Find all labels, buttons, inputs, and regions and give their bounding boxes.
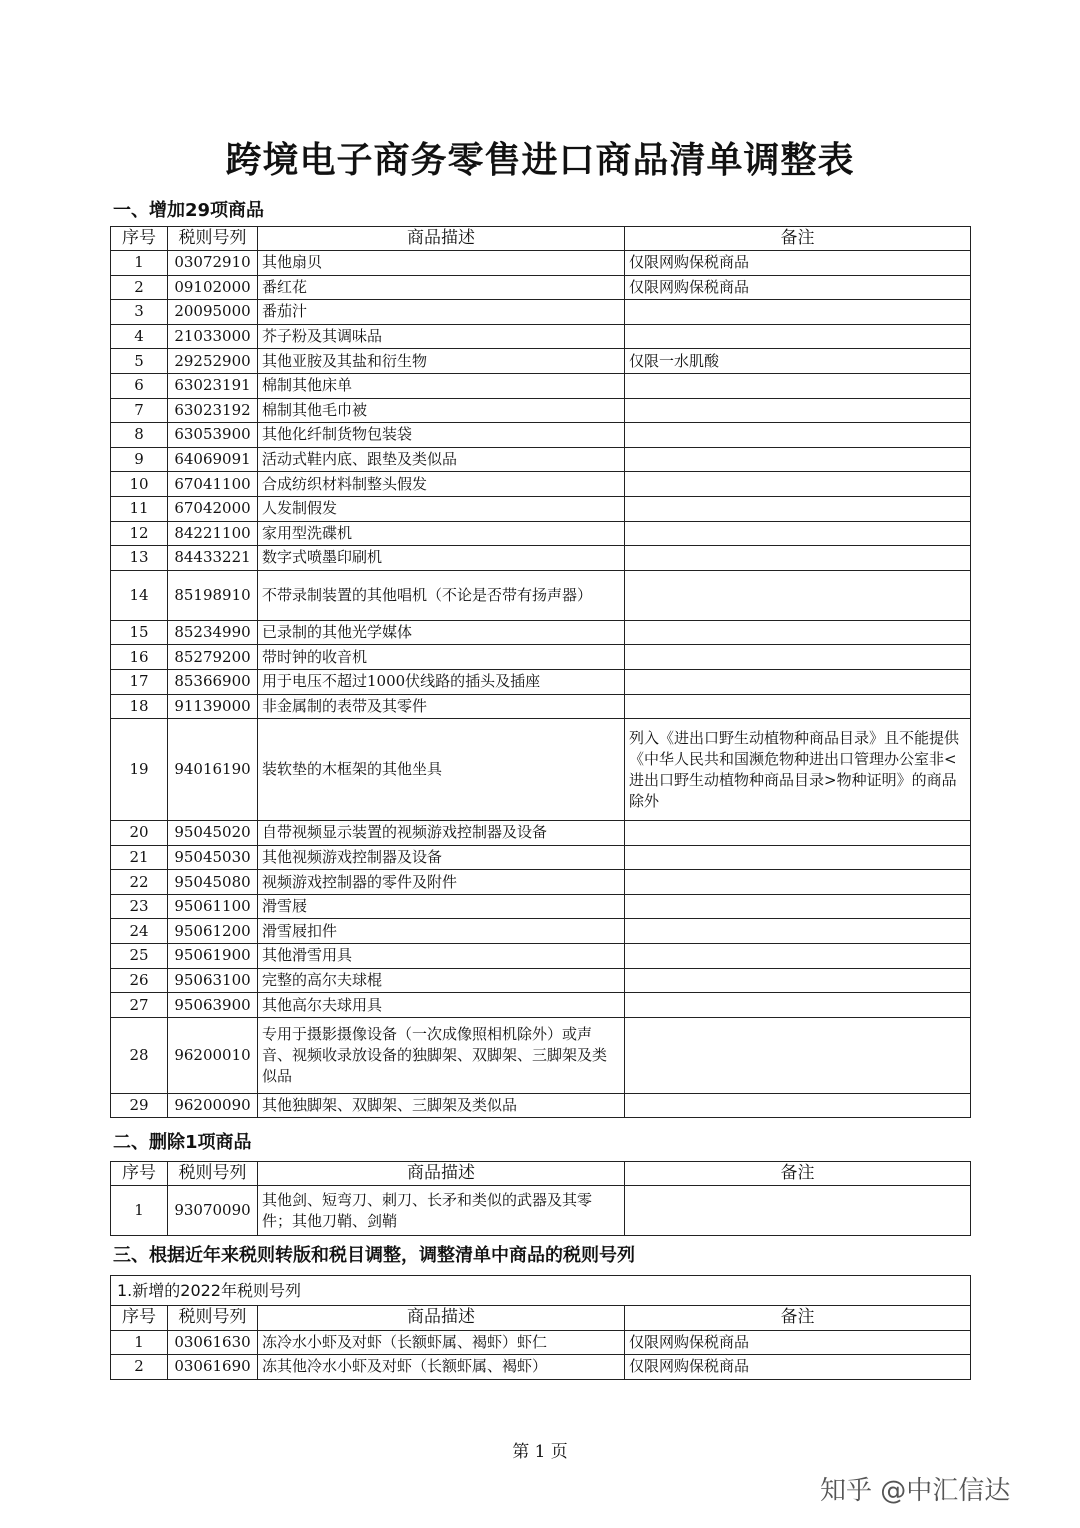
item-description: 已录制的其他光学媒体 (258, 620, 625, 645)
item-note (625, 821, 971, 846)
watermark: 知乎 @中汇信达 (820, 1476, 1011, 1506)
document-title: 跨境电子商务零售进口商品清单调整表 (225, 140, 855, 181)
added-items-table (110, 226, 971, 1118)
row-number: 25 (111, 944, 168, 969)
section2-heading: 二、删除1项商品 (113, 1132, 252, 1153)
row-number: 2 (111, 275, 168, 300)
section3-heading: 三、根据近年来税则转版和税目调整，调整清单中商品的税则号列 (113, 1245, 635, 1266)
tariff-code: 03061690 (168, 1355, 258, 1380)
item-note: 仅限网购保税商品 (625, 1330, 971, 1355)
tariff-code: 09102000 (168, 275, 258, 300)
item-description: 其他亚胺及其盐和衍生物 (258, 349, 625, 374)
item-note (625, 373, 971, 398)
item-note (625, 694, 971, 719)
item-note (625, 447, 971, 472)
item-note (625, 423, 971, 448)
tariff-code: 67041100 (168, 472, 258, 497)
header-desc: 商品描述 (258, 227, 625, 251)
item-note (625, 919, 971, 944)
item-description: 滑雪屐扣件 (258, 919, 625, 944)
item-note (625, 1093, 971, 1118)
tariff-code: 84221100 (168, 521, 258, 546)
table-row (111, 546, 971, 571)
item-description: 用于电压不超过1000伏线路的插头及插座 (258, 669, 625, 694)
item-note (625, 1017, 971, 1093)
tariff-code: 63053900 (168, 423, 258, 448)
tariff-code: 95063100 (168, 968, 258, 993)
tariff-code: 84433221 (168, 546, 258, 571)
item-note (625, 570, 971, 620)
table-row (111, 968, 971, 993)
tariff-code: 95061900 (168, 944, 258, 969)
item-note (625, 1186, 971, 1236)
table-row (111, 870, 971, 895)
item-note: 仅限网购保税商品 (625, 275, 971, 300)
item-description: 棉制其他毛巾被 (258, 398, 625, 423)
item-description: 冻冷水小虾及对虾（长额虾属、褐虾）虾仁 (258, 1330, 625, 1355)
table-row (111, 398, 971, 423)
row-number: 10 (111, 472, 168, 497)
tariff-code: 03061630 (168, 1330, 258, 1355)
header-note: 备注 (625, 1162, 971, 1186)
header-no: 序号 (111, 1306, 168, 1331)
page-number: 第 1 页 (512, 1442, 568, 1462)
row-number: 7 (111, 398, 168, 423)
table-row (111, 496, 971, 521)
item-note (625, 894, 971, 919)
row-number: 24 (111, 919, 168, 944)
item-description: 人发制假发 (258, 496, 625, 521)
header-note: 备注 (625, 1306, 971, 1331)
item-note (625, 993, 971, 1018)
table-row (111, 1093, 971, 1118)
header-no: 序号 (111, 227, 168, 251)
tariff-code: 95061200 (168, 919, 258, 944)
row-number: 28 (111, 1017, 168, 1093)
item-note: 仅限网购保税商品 (625, 251, 971, 276)
row-number: 9 (111, 447, 168, 472)
row-number: 20 (111, 821, 168, 846)
item-note (625, 398, 971, 423)
row-number: 19 (111, 719, 168, 821)
item-note (625, 521, 971, 546)
row-number: 4 (111, 324, 168, 349)
item-note (625, 300, 971, 325)
table-row (111, 845, 971, 870)
row-number: 3 (111, 300, 168, 325)
item-description: 其他滑雪用具 (258, 944, 625, 969)
item-description: 其他视频游戏控制器及设备 (258, 845, 625, 870)
table-row (111, 521, 971, 546)
table-row (111, 694, 971, 719)
item-note (625, 968, 971, 993)
table-row (111, 423, 971, 448)
header-code: 税则号列 (168, 1162, 258, 1186)
row-number: 18 (111, 694, 168, 719)
header-code: 税则号列 (168, 1306, 258, 1331)
item-description: 视频游戏控制器的零件及附件 (258, 870, 625, 895)
tariff-code: 85234990 (168, 620, 258, 645)
table-row (111, 300, 971, 325)
table-row (111, 1330, 971, 1355)
row-number: 26 (111, 968, 168, 993)
item-note (625, 546, 971, 571)
tariff-code: 29252900 (168, 349, 258, 374)
item-description: 其他化纤制货物包装袋 (258, 423, 625, 448)
tariff-code: 95045020 (168, 821, 258, 846)
header-desc: 商品描述 (258, 1162, 625, 1186)
item-description: 装软垫的木框架的其他坐具 (258, 719, 625, 821)
table-row (111, 1355, 971, 1380)
item-description: 番茄汁 (258, 300, 625, 325)
row-number: 1 (111, 1186, 168, 1236)
item-description: 带时钟的收音机 (258, 645, 625, 670)
tariff-code: 20095000 (168, 300, 258, 325)
table-row (111, 993, 971, 1018)
subsection-row (111, 1276, 971, 1306)
table-row (111, 1186, 971, 1236)
row-number: 2 (111, 1355, 168, 1380)
row-number: 21 (111, 845, 168, 870)
table-header-row (111, 1162, 971, 1186)
tariff-code: 85198910 (168, 570, 258, 620)
item-note (625, 669, 971, 694)
row-number: 1 (111, 251, 168, 276)
item-description: 冻其他冷水小虾及对虾（长额虾属、褐虾） (258, 1355, 625, 1380)
row-number: 17 (111, 669, 168, 694)
row-number: 13 (111, 546, 168, 571)
row-number: 12 (111, 521, 168, 546)
header-code: 税则号列 (168, 227, 258, 251)
row-number: 23 (111, 894, 168, 919)
section1-heading: 一、增加29项商品 (113, 200, 265, 221)
table-row (111, 472, 971, 497)
table-row (111, 620, 971, 645)
table-header-row (111, 1306, 971, 1331)
table-row (111, 719, 971, 821)
table-row (111, 894, 971, 919)
table-row (111, 275, 971, 300)
header-desc: 商品描述 (258, 1306, 625, 1331)
table-row (111, 324, 971, 349)
row-number: 11 (111, 496, 168, 521)
tariff-code: 93070090 (168, 1186, 258, 1236)
table-row (111, 349, 971, 374)
item-description: 棉制其他床单 (258, 373, 625, 398)
row-number: 8 (111, 423, 168, 448)
tariff-code: 64069091 (168, 447, 258, 472)
row-number: 6 (111, 373, 168, 398)
item-note: 仅限网购保税商品 (625, 1355, 971, 1380)
table-row (111, 919, 971, 944)
item-note (625, 496, 971, 521)
item-note (625, 324, 971, 349)
item-note (625, 620, 971, 645)
item-description: 其他扇贝 (258, 251, 625, 276)
row-number: 5 (111, 349, 168, 374)
item-note (625, 870, 971, 895)
table-row (111, 373, 971, 398)
header-note: 备注 (625, 227, 971, 251)
header-no: 序号 (111, 1162, 168, 1186)
item-description: 滑雪屐 (258, 894, 625, 919)
tariff-code: 21033000 (168, 324, 258, 349)
table-row (111, 944, 971, 969)
tariff-code: 91139000 (168, 694, 258, 719)
table-row (111, 669, 971, 694)
row-number: 15 (111, 620, 168, 645)
item-description: 完整的高尔夫球棍 (258, 968, 625, 993)
tariff-code: 85279200 (168, 645, 258, 670)
item-note (625, 845, 971, 870)
tariff-code: 67042000 (168, 496, 258, 521)
table-row (111, 251, 971, 276)
tariff-code: 95045080 (168, 870, 258, 895)
item-note (625, 944, 971, 969)
tariff-code: 95045030 (168, 845, 258, 870)
table-row (111, 447, 971, 472)
table-row (111, 821, 971, 846)
row-number: 16 (111, 645, 168, 670)
item-note (625, 472, 971, 497)
item-description: 合成纺织材料制整头假发 (258, 472, 625, 497)
item-description: 非金属制的表带及其零件 (258, 694, 625, 719)
item-description: 专用于摄影摄像设备（一次成像照相机除外）或声音、视频收录放设备的独脚架、双脚架、三脚架及类似品 (258, 1017, 625, 1093)
tariff-code: 85366900 (168, 669, 258, 694)
item-description: 家用型洗碟机 (258, 521, 625, 546)
tariff-code: 96200010 (168, 1017, 258, 1093)
item-description: 自带视频显示装置的视频游戏控制器及设备 (258, 821, 625, 846)
table-row (111, 645, 971, 670)
tariff-code: 96200090 (168, 1093, 258, 1118)
item-note: 仅限一水肌酸 (625, 349, 971, 374)
item-description: 数字式喷墨印刷机 (258, 546, 625, 571)
item-description: 其他独脚架、双脚架、三脚架及类似品 (258, 1093, 625, 1118)
subsection-heading: 1.新增的2022年税则号列 (111, 1276, 971, 1306)
table-row (111, 1017, 971, 1093)
row-number: 27 (111, 993, 168, 1018)
row-number: 22 (111, 870, 168, 895)
item-note (625, 645, 971, 670)
row-number: 14 (111, 570, 168, 620)
deleted-items-table (110, 1161, 971, 1236)
row-number: 29 (111, 1093, 168, 1118)
tariff-code: 95061100 (168, 894, 258, 919)
row-number: 1 (111, 1330, 168, 1355)
tariff-code: 63023191 (168, 373, 258, 398)
table-row (111, 570, 971, 620)
tariff-code: 95063900 (168, 993, 258, 1018)
table-header-row (111, 227, 971, 251)
item-description: 其他剑、短弯刀、刺刀、长矛和类似的武器及其零件；其他刀鞘、剑鞘 (258, 1186, 625, 1236)
tariff-code: 63023192 (168, 398, 258, 423)
item-description: 不带录制装置的其他唱机（不论是否带有扬声器） (258, 570, 625, 620)
item-description: 活动式鞋内底、跟垫及类似品 (258, 447, 625, 472)
item-description: 其他高尔夫球用具 (258, 993, 625, 1018)
item-description: 芥子粉及其调味品 (258, 324, 625, 349)
tariff-code: 03072910 (168, 251, 258, 276)
adjusted-codes-table (110, 1275, 971, 1380)
item-note: 列入《进出口野生动植物种商品目录》且不能提供《中华人民共和国濒危物种进出口管理办公室非<进出口野生动植物种商品目录>物种证明》的商品除外 (625, 719, 971, 821)
item-description: 番红花 (258, 275, 625, 300)
tariff-code: 94016190 (168, 719, 258, 821)
